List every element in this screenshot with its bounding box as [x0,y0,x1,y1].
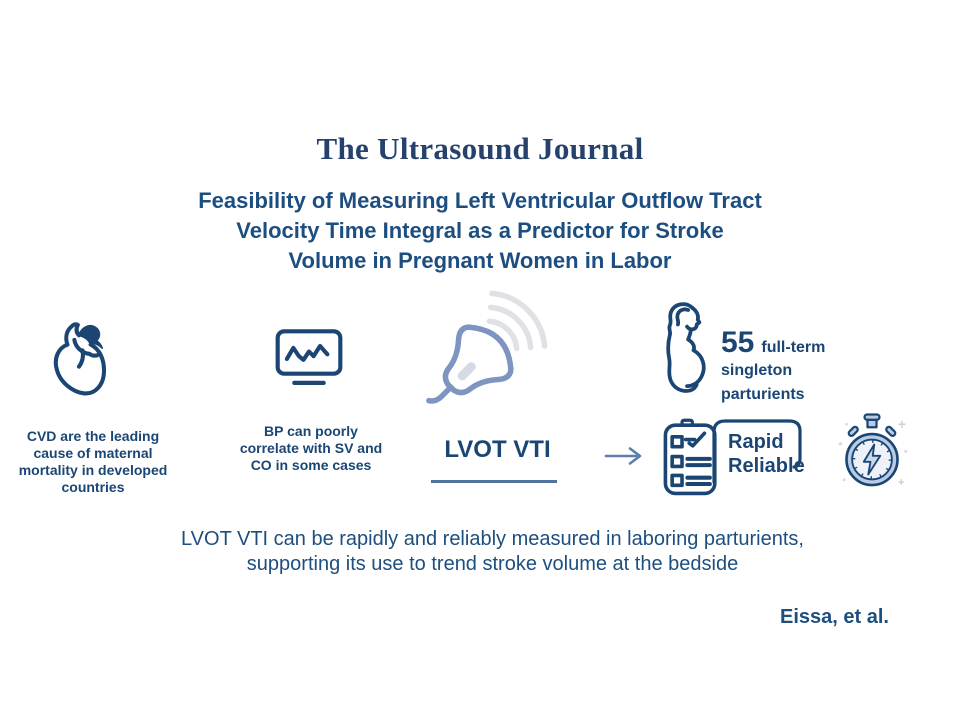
cohort-count: 55 [721,326,755,359]
article-title-line: Volume in Pregnant Women in Labor [288,248,672,273]
lvot-vti-label: LVOT VTI [444,436,551,463]
results-word-rapid: Rapid [728,431,784,453]
cohort-text [721,328,825,406]
results-word-reliable: Reliable [728,455,805,477]
anatomical-heart-icon [50,321,108,403]
pregnant-woman-icon [657,299,716,409]
conclusion-line: LVOT VTI can be rapidly and reliably measured in laboring parturients, [181,528,804,550]
article-title-line: Feasibility of Measuring Left Ventricular Outflow Tract [198,188,762,213]
cohort-suffix: full-term [761,339,826,356]
article-title [0,186,960,276]
right-arrow-icon [603,444,645,468]
cohort-line: parturients [721,386,805,403]
cvd-caption: CVD are the leading cause of maternal mortality in developed countries [18,428,168,495]
conclusion-text [0,527,960,577]
patient-monitor-icon [274,327,344,389]
stopwatch-lightning-icon [836,412,908,492]
results-words [728,430,805,478]
author-credit: Eissa, et al. [780,606,889,628]
cohort-line: singleton [721,362,793,379]
journal-masthead: The Ultrasound Journal [316,131,644,166]
article-title-line: Velocity Time Integral as a Predictor for Stroke [236,218,724,243]
conclusion-line: supporting its use to trend stroke volume at the bedside [246,553,739,575]
bp-caption: BP can poorly correlate with SV and CO in some cases [239,423,383,473]
lvot-underline [431,480,557,483]
ultrasound-probe-icon [428,292,563,412]
